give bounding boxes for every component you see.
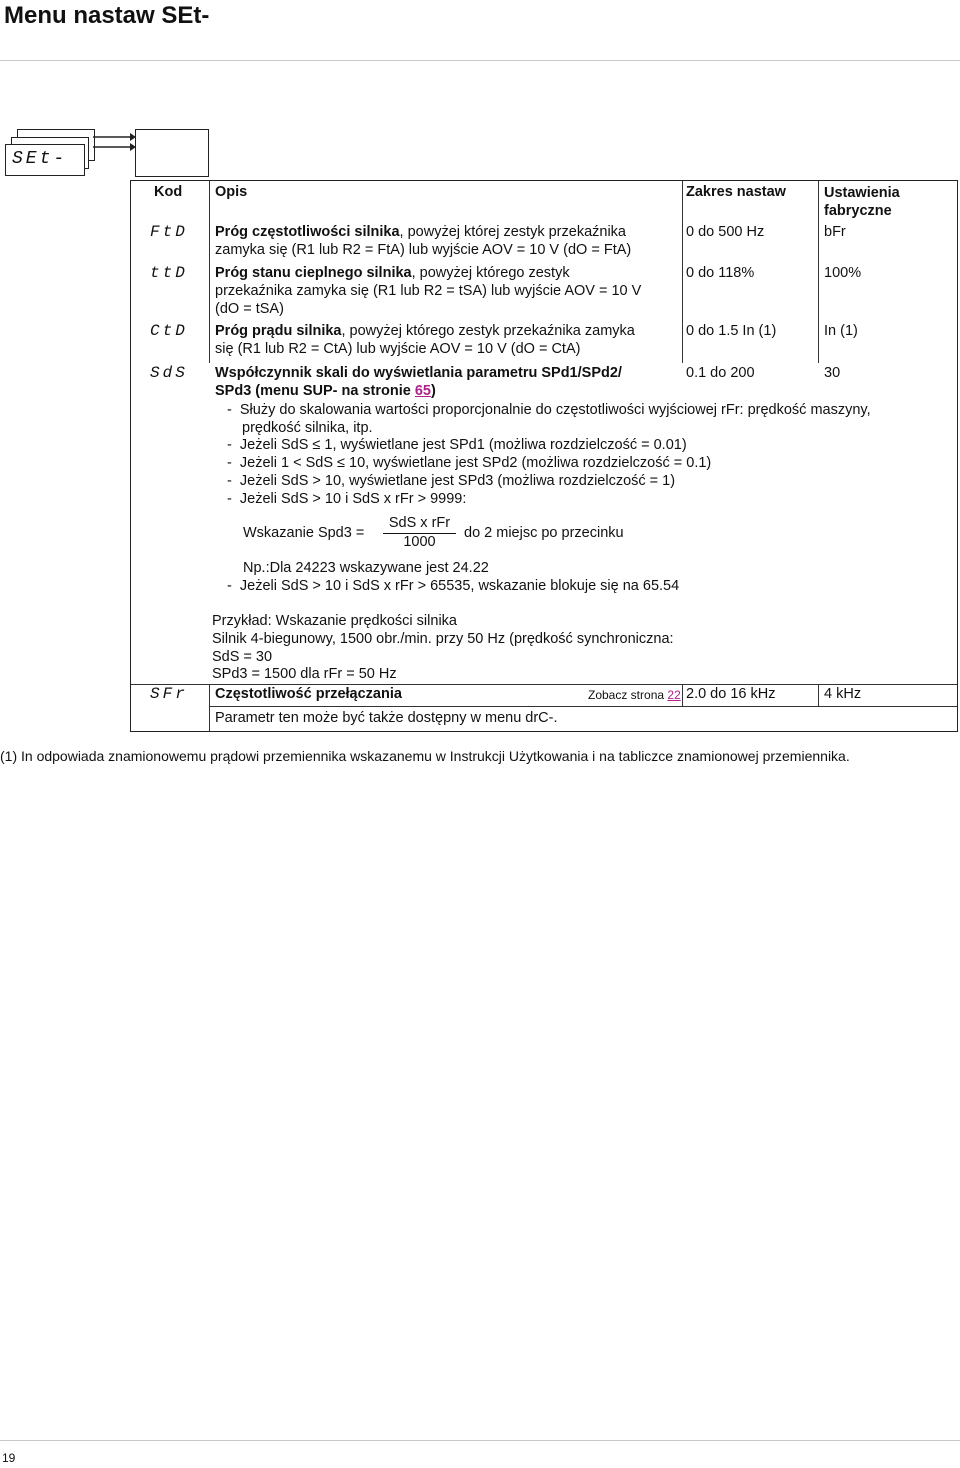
page-22-link[interactable]: 22 [667, 688, 681, 702]
title-divider [0, 60, 960, 61]
page-title: Menu nastaw SEt- [4, 2, 210, 29]
bullet-item: - Jeżeli 1 < SdS ≤ 10, wyświetlane jest SPd2 (możliwa rozdzielczość = 0.1) [227, 455, 712, 471]
formula-numerator: SdS x rFr [388, 515, 451, 531]
row-range: 0 do 118% [686, 265, 755, 281]
col-divider-code [209, 181, 210, 363]
page-number: 19 [2, 1451, 16, 1465]
menu-next-box [135, 129, 209, 177]
bullet-item-continuation: prędkość silnika, itp. [242, 420, 373, 436]
row-range: 0 do 500 Hz [686, 224, 765, 240]
footnote: (1) In odpowiada znamionowemu prądowi przemiennika wskazanemu w Instrukcji Użytkowania i na tabliczce znamionowej przemiennika. [0, 748, 850, 764]
page-65-link[interactable]: 65 [414, 383, 431, 399]
example-block-line: Przykład: Wskazanie prędkości silnika [212, 613, 457, 629]
header-range: Zakres nastaw [686, 184, 786, 200]
row-code: SdS [150, 364, 188, 382]
col-divider-range [682, 181, 683, 363]
menu-arrows-icon [90, 130, 136, 162]
row-description-line1: Częstotliwość przełączania [215, 686, 402, 702]
col-divider-factory [818, 181, 819, 363]
col-divider-range-sfr [682, 684, 683, 706]
row-range: 0.1 do 200 [686, 365, 755, 381]
row-description-line1: Próg częstotliwości silnika, powyżej której zestyk przekaźnika [215, 224, 626, 240]
example-line: Np.:Dla 24223 wskazywane jest 24.22 [243, 560, 489, 576]
row-description-line2: się (R1 lub R2 = CtA) lub wyjście AOV = 10 V (dO = CtA) [215, 341, 581, 357]
col-divider-factory-sfr [818, 684, 819, 706]
header-factory: Ustawienia fabryczne [824, 185, 900, 219]
row-code: SFr [150, 685, 188, 703]
row-description-line3: (dO = tSA) [215, 301, 284, 317]
formula-suffix: do 2 miejsc po przecinku [464, 525, 624, 541]
row-factory: In (1) [824, 323, 858, 339]
row-note: Parametr ten może być także dostępny w menu drC-. [215, 710, 558, 726]
row-range: 2.0 do 16 kHz [686, 686, 776, 702]
bullet-item: - Służy do skalowania wartości proporcjonalnie do częstotliwości wyjściowej rFr: prędkość maszyny, [227, 402, 871, 418]
header-description: Opis [215, 184, 248, 200]
formula-denominator: 1000 [403, 534, 436, 550]
row-description-line2: SPd3 (menu SUP- na stronie 65) [215, 383, 436, 399]
row-factory: 4 kHz [824, 686, 862, 702]
col-divider-code-sfr [209, 684, 210, 731]
row-description-line2: zamyka się (R1 lub R2 = FtA) lub wyjście AOV = 10 V (dO = FtA) [215, 242, 632, 258]
example-block-line: Silnik 4-biegunowy, 1500 obr./min. przy 50 Hz (prędkość synchroniczna: [212, 631, 674, 647]
row-description-line1: Próg stanu cieplnego silnika, powyżej którego zestyk [215, 265, 570, 281]
row-code: FtD [150, 223, 188, 241]
row-description-line1: Próg prądu silnika, powyżej którego zestyk przekaźnika zamyka [215, 323, 635, 339]
example-block-line: SdS = 30 [212, 649, 273, 665]
row-factory: bFr [824, 224, 846, 240]
row-description-line1: Współczynnik skali do wyświetlania parametru SPd1/SPd2/ [215, 365, 622, 381]
row-factory: 100% [824, 265, 862, 281]
formula-label: Wskazanie Spd3 = [243, 525, 365, 541]
footer-divider [0, 1440, 960, 1441]
bullet-item: - Jeżeli SdS > 10, wyświetlane jest SPd3 (możliwa rozdzielczość = 1) [227, 473, 676, 489]
see-page-reference: Zobacz strona 22 [588, 688, 681, 702]
row-divider-sfr [131, 684, 957, 685]
bullet-item: - Jeżeli SdS > 10 i SdS x rFr > 9999: [227, 491, 467, 507]
row-description-line2: przekaźnika zamyka się (R1 lub R2 = tSA) lub wyjście AOV = 10 V [215, 283, 642, 299]
bullet-item: - Jeżeli SdS > 10 i SdS x rFr > 65535, wskazanie blokuje się na 65.54 [227, 578, 680, 594]
row-code: ttD [150, 264, 188, 282]
bullet-item: - Jeżeli SdS ≤ 1, wyświetlane jest SPd1 (możliwa rozdzielczość = 0.01) [227, 437, 687, 453]
menu-stack-front-card [5, 144, 85, 176]
row-range: 0 do 1.5 In (1) [686, 323, 777, 339]
row-factory: 30 [824, 365, 841, 381]
row-divider-sfr-note [210, 706, 957, 707]
header-code: Kod [154, 184, 183, 200]
example-block-line: SPd3 = 1500 dla rFr = 50 Hz [212, 666, 397, 682]
menu-code-display: SEt- [12, 149, 68, 169]
row-code: CtD [150, 322, 188, 340]
